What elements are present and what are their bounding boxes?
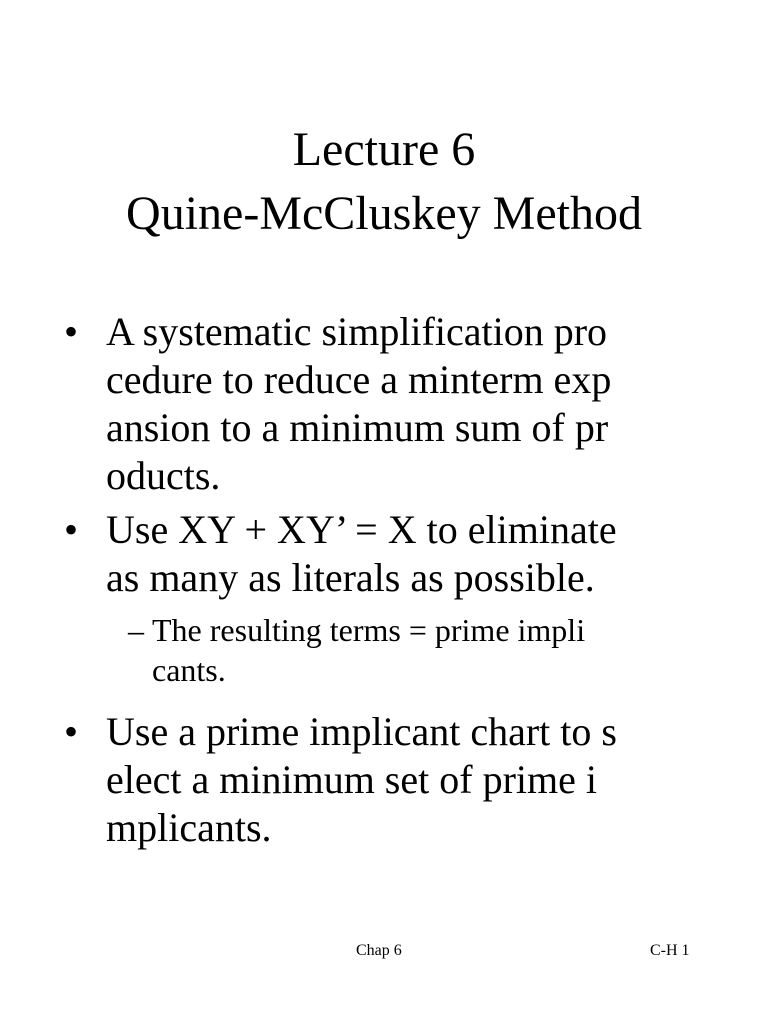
bullet-1-line-2: cedure to reduce a minterm exp bbox=[106, 357, 612, 402]
slide-title bbox=[0, 118, 768, 246]
sub-bullet-1-line-1: The resulting terms = prime impli bbox=[152, 612, 586, 648]
bullet-3-line-3: mplicants. bbox=[106, 805, 272, 850]
title-line-1: Lecture 6 bbox=[292, 123, 476, 176]
bullet-3-line-2: elect a minimum set of prime i bbox=[106, 757, 597, 802]
sub-bullet-1-line-2: cants. bbox=[152, 652, 226, 688]
bullet-1 bbox=[64, 308, 754, 500]
footer-page-number: C-H 1 bbox=[650, 942, 690, 959]
bullet-3-line-1: Use a prime implicant chart to s bbox=[106, 709, 617, 754]
bullet-1-line-4: oducts. bbox=[106, 453, 221, 498]
bullet-2-line-2: as many as literals as possible. bbox=[106, 555, 595, 600]
bullet-3 bbox=[64, 708, 754, 852]
bullet-1-line-1: A systematic simplification pro bbox=[106, 309, 608, 354]
footer-chapter: Chap 6 bbox=[356, 942, 402, 959]
bullet-dot-icon: • bbox=[64, 709, 79, 754]
bullet-2 bbox=[64, 506, 754, 602]
bullet-2-line-1: Use XY + XY’ = X to eliminate bbox=[106, 507, 617, 552]
sub-bullet-1 bbox=[64, 610, 754, 690]
bullet-dot-icon: • bbox=[64, 309, 79, 354]
bullet-dot-icon: • bbox=[64, 507, 79, 552]
bullet-1-line-3: ansion to a minimum sum of pr bbox=[106, 405, 609, 450]
bullet-list bbox=[64, 308, 754, 858]
title-line-2: Quine-McCluskey Method bbox=[126, 187, 642, 240]
dash-icon: – bbox=[128, 612, 144, 648]
